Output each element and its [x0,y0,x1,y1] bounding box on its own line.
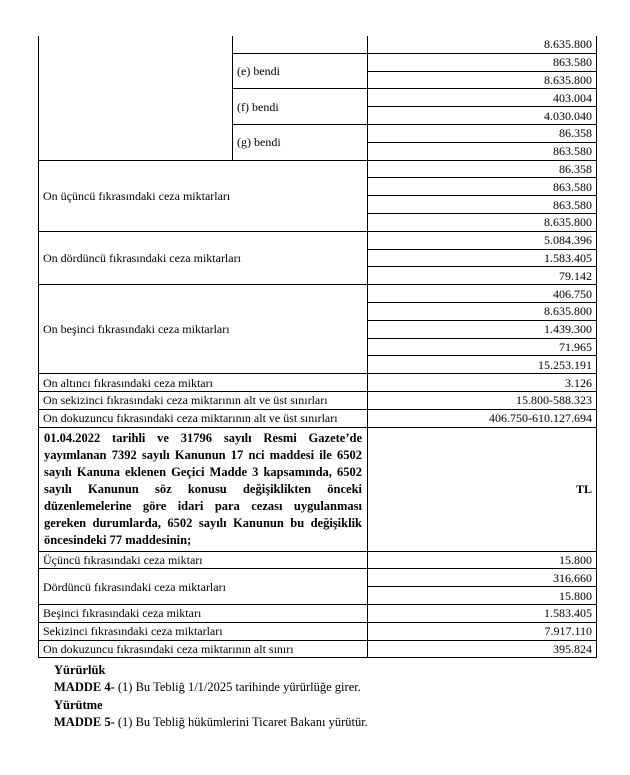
value-cell: 15.800 [368,551,597,569]
on-altinci-label: On altıncı fıkrasındaki ceza miktarı [39,374,368,392]
yurutme-heading: Yürütme [54,697,103,712]
value-cell: 4.030.040 [368,107,597,125]
table-row [39,231,597,249]
table-row [39,374,597,392]
value-cell: 86.358 [368,124,597,142]
value-cell: 406.750 [368,285,597,303]
e-bendi-label: (e) bendi [233,53,368,89]
on-dokuzuncu-alt-label: On dokuzuncu fıkrasındaki ceza miktarının alt sınırı [39,640,368,658]
on-ucuncu-label: On üçüncü fıkrasındaki ceza miktarları [39,160,368,231]
madde-5 [54,714,368,731]
value-cell: 5.084.396 [368,231,597,249]
sekizinci-label: Sekizinci fıkrasındaki ceza miktarları [39,622,368,640]
value-cell: 86.358 [368,160,597,178]
value-cell: 8.635.800 [368,302,597,320]
table-row [39,391,597,409]
value-cell: 7.917.110 [368,622,597,640]
value-cell: 1.583.405 [368,604,597,622]
on-dorduncu-label: On dördüncü fıkrasındaki ceza miktarları [39,231,368,284]
value-cell: 8.635.800 [368,213,597,231]
value-cell: 15.800 [368,587,597,605]
value-cell: 316.660 [368,569,597,587]
table-row [39,569,597,587]
value-cell: 1.583.405 [368,249,597,267]
g-bendi-label: (g) bendi [233,124,368,160]
ucuncu-label: Üçüncü fıkrasındaki ceza miktarı [39,551,368,569]
besinci-label: Beşinci fıkrasındaki ceza miktarı [39,604,368,622]
on-dokuzuncu-label: On dokuzuncu fıkrasındaki ceza miktarının alt ve üst sınırları [39,409,368,427]
value-cell: 403.004 [368,89,597,107]
f-bendi-label: (f) bendi [233,89,368,125]
currency-unit: TL [368,427,597,551]
value-cell: 8.635.800 [368,36,597,53]
value-cell: 863.580 [368,53,597,71]
on-sekizinci-label: On sekizinci fıkrasındaki ceza miktarının alt ve üst sınırları [39,391,368,409]
table-row [39,160,597,178]
on-besinci-label: On beşinci fıkrasındaki ceza miktarları [39,285,368,374]
value-cell: 15.800-588.323 [368,391,597,409]
value-cell: 863.580 [368,196,597,214]
value-cell: 406.750-610.127.694 [368,409,597,427]
madde-4 [54,679,368,696]
table-row [39,36,597,53]
table-row [39,551,597,569]
madde-5-label: MADDE 5- [54,714,115,729]
yururluk-heading: Yürürlük [54,663,106,677]
value-cell: 71.965 [368,338,597,356]
madde-4-label: MADDE 4- [54,680,115,695]
penalty-amounts-table [38,36,597,658]
continued-sub-cell [233,36,368,53]
continued-label-cell [39,36,233,160]
dorduncu-label: Dördüncü fıkrasındaki ceza miktarları [39,569,368,605]
value-cell: 79.142 [368,267,597,285]
value-cell: 8.635.800 [368,71,597,89]
footer-articles [54,662,368,731]
table-row [39,604,597,622]
value-cell: 395.824 [368,640,597,658]
value-cell: 863.580 [368,178,597,196]
table-row [39,640,597,658]
value-cell: 15.253.191 [368,356,597,374]
gecici-madde-text: 01.04.2022 tarihli ve 31796 sayılı Resmi Gazete’de yayımlanan 7392 sayılı Kanunun 17 nci maddesi ile 6502 sayılı Kanuna eklenen Geçici Madde 3 kapsamında, 6502 sayılı Kanunun söz konusu değişiklikten önceki düzenlemelerine göre idari para cezası uygulanması gereken durumlarda, 6502 sayılı Kanunun bu değişiklik öncesindeki 77 maddesinin; [39,427,368,551]
table-row [39,427,597,551]
value-cell: 3.126 [368,374,597,392]
value-cell: 863.580 [368,142,597,160]
madde-4-text: (1) Bu Tebliğ 1/1/2025 tarihinde yürürlüğe girer. [114,680,361,695]
value-cell: 1.439.300 [368,320,597,338]
madde-5-text: (1) Bu Tebliğ hükümlerini Ticaret Bakanı yürütür. [114,714,368,729]
table-row [39,409,597,427]
table-row [39,622,597,640]
table-row [39,285,597,303]
